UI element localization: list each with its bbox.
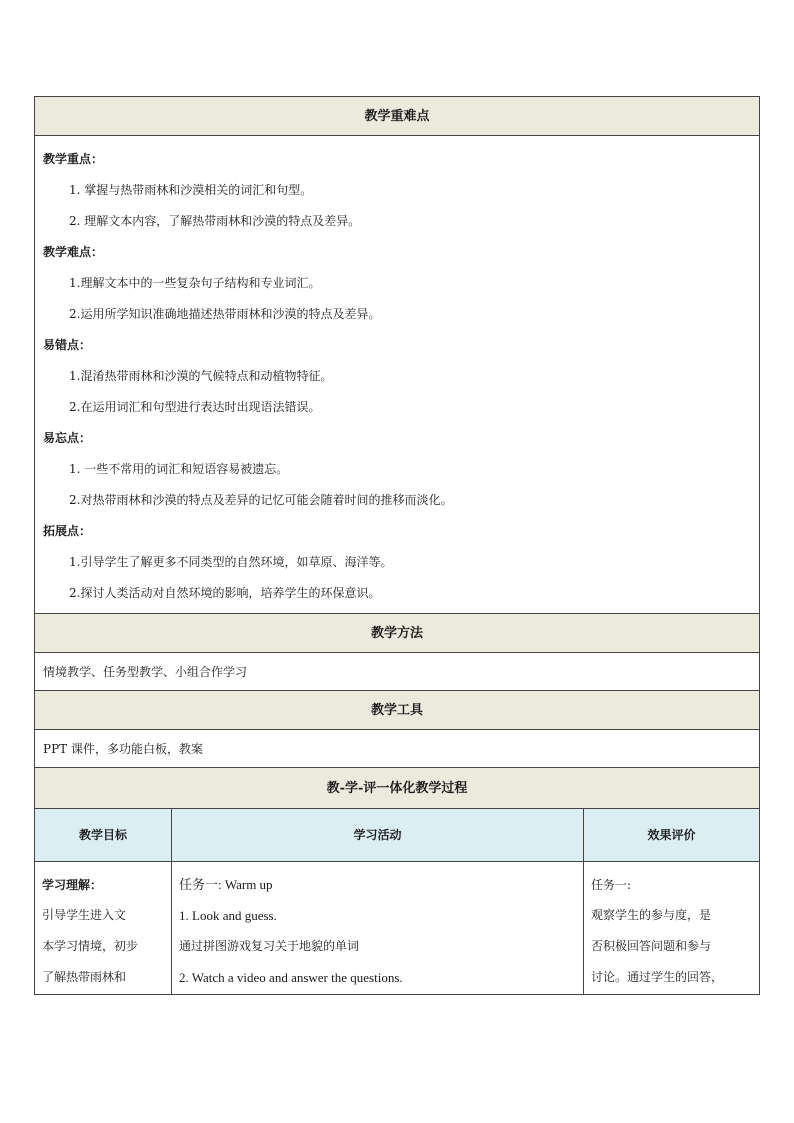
goal-heading: 学习理解： <box>42 878 103 892</box>
goal-line: 本学习情境，初步 <box>42 939 139 953</box>
activity-cell <box>172 862 584 994</box>
activity-line: 任务一: Warm up <box>179 877 273 892</box>
eval-line: 观察学生的参与度，是 <box>591 908 712 922</box>
forget-heading: 易忘点： <box>43 431 92 445</box>
extend-heading: 拓展点： <box>43 524 92 538</box>
activity-line: 通过拼图游戏复习关于地貌的单词 <box>179 939 360 953</box>
lesson-plan-table <box>34 96 760 995</box>
focus-heading: 教学重点： <box>43 152 104 166</box>
eval-line: 任务一: <box>591 878 632 892</box>
extend-item: 1.引导学生了解更多不同类型的自然环境，如草原、海洋等。 <box>69 555 393 569</box>
process-table-header <box>35 809 759 862</box>
difficulty-item: 2.运用所学知识准确地描述热带雨林和沙漠的特点及差异。 <box>69 307 381 321</box>
focus-item: 2. 理解文本内容，了解热带雨林和沙漠的特点及差异。 <box>69 214 361 228</box>
eval-line: 否积极回答问题和参与 <box>591 939 712 953</box>
extend-item: 2.探讨人类活动对自然环境的影响，培养学生的环保意识。 <box>69 586 381 600</box>
activity-line: 2. Watch a video and answer the questions. <box>179 970 403 985</box>
goal-cell <box>35 862 172 994</box>
method-content: 情境教学、任务型教学、小组合作学习 <box>35 653 759 691</box>
key-points-title: 教学重难点 <box>35 97 759 136</box>
evaluation-cell <box>584 862 759 994</box>
tools-content: PPT 课件，多功能白板，教案 <box>35 730 759 768</box>
forget-item: 1. 一些不常用的词汇和短语容易被遗忘。 <box>69 462 289 476</box>
tools-title: 教学工具 <box>35 691 759 730</box>
method-title: 教学方法 <box>35 614 759 653</box>
error-heading: 易错点： <box>43 338 92 352</box>
error-item: 2.在运用词汇和句型进行表达时出现语法错误。 <box>69 400 321 414</box>
goal-line: 了解热带雨林和 <box>42 970 127 984</box>
difficulty-heading: 教学难点： <box>43 245 104 259</box>
goal-line: 引导学生进入文 <box>42 908 127 922</box>
forget-item: 2.对热带雨林和沙漠的特点及差异的记忆可能会随着时间的推移而淡化。 <box>69 493 453 507</box>
header-activity: 学习活动 <box>172 809 584 861</box>
process-title: 教-学-评一体化教学过程 <box>35 768 759 809</box>
process-table-row <box>35 862 759 994</box>
difficulty-item: 1.理解文本中的一些复杂句子结构和专业词汇。 <box>69 276 321 290</box>
header-goal: 教学目标 <box>35 809 172 861</box>
error-item: 1.混淆热带雨林和沙漠的气候特点和动植物特征。 <box>69 369 333 383</box>
focus-item: 1. 掌握与热带雨林和沙漠相关的词汇和句型。 <box>69 183 313 197</box>
eval-line: 讨论。通过学生的回答， <box>591 970 724 984</box>
activity-line: 1. Look and guess. <box>179 908 277 923</box>
header-evaluation: 效果评价 <box>647 828 696 842</box>
key-points-section <box>35 136 759 614</box>
